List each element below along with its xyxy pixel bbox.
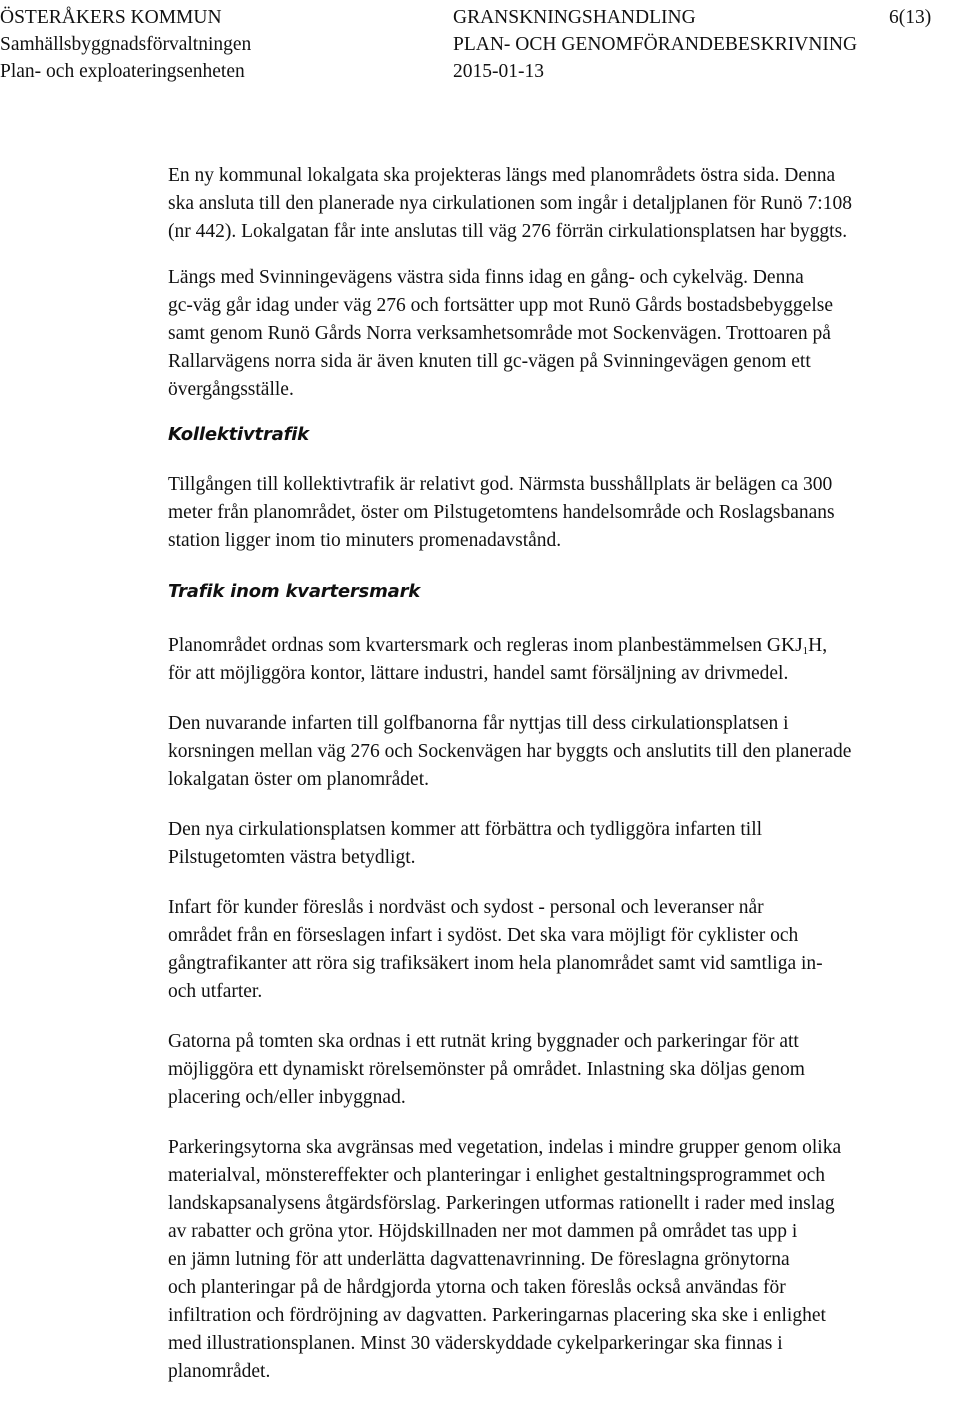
header-right <box>889 4 931 31</box>
section-heading-public-transport: Kollektivtrafik <box>168 424 309 445</box>
unit-name: Plan- och exploateringsenheten <box>0 61 245 82</box>
header-left <box>0 4 251 85</box>
text-line: korsningen mellan väg 276 och Sockenvägen har byggts och anslutits till den planerade <box>168 741 852 762</box>
department-name: Samhällsbyggnadsförvaltningen <box>0 34 252 55</box>
text-line: Den nya cirkulationsplatsen kommer att förbättra och tydliggöra infarten till <box>168 819 763 840</box>
text-line: Infart för kunder föreslås i nordväst och sydost - personal och leveranser når <box>168 897 764 918</box>
document-type: PLAN- OCH GENOMFÖRANDEBESKRIVNING <box>453 34 858 55</box>
section-heading-traffic: Trafik inom kvartersmark <box>168 581 421 602</box>
text-line: Parkeringsytorna ska avgränsas med vegetation, indelas i mindre grupper genom olika <box>168 1137 842 1158</box>
text-fragment: H, <box>808 635 828 656</box>
text-line: och utfarter. <box>168 981 263 1002</box>
document-status: GRANSKNINGSHANDLING <box>453 7 696 28</box>
text-line: lokalgatan öster om planområdet. <box>168 769 430 790</box>
text-line: med illustrationsplanen. Minst 30 väderskyddade cykelparkeringar ska finnas i <box>168 1333 783 1354</box>
text-line: möjliggöra ett dynamiskt rörelsemönster på området. Inlastning ska döljas genom <box>168 1059 805 1080</box>
document-date: 2015-01-13 <box>453 61 544 82</box>
text-line: av rabatter och gröna ytor. Höjdskillnaden ner mot dammen på området tas upp i <box>168 1221 798 1242</box>
paragraph-roundabout <box>168 816 960 872</box>
text-line: samt genom Runö Gårds Norra verksamhetsområde mot Sockenvägen. Trottoaren på <box>168 323 831 344</box>
text-line: infiltration och fördröjning av dagvatten. Parkeringarnas placering ska ske i enlighet <box>168 1305 826 1326</box>
text-fragment: Planområdet ordnas som kvartersmark och regleras inom planbestämmelsen GKJ <box>168 635 803 656</box>
page-number: 6(13) <box>889 7 932 28</box>
text-line <box>168 632 960 660</box>
paragraph-golf-entrance <box>168 710 960 794</box>
text-line: Längs med Svinningevägens västra sida finns idag en gång- och cykelväg. Denna <box>168 267 804 288</box>
text-line: En ny kommunal lokalgata ska projekteras längs med planområdets östra sida. Denna <box>168 165 836 186</box>
paragraph-parking <box>168 1134 960 1386</box>
municipality-name: ÖSTERÅKERS KOMMUN <box>0 7 222 28</box>
text-line: landskapsanalysens åtgärdsförslag. Parkeringen utformas rationellt i rader med inslag <box>168 1193 835 1214</box>
text-line: Pilstugetomten västra betydligt. <box>168 847 416 868</box>
paragraph-cycle-path <box>168 264 960 404</box>
paragraph-street-grid <box>168 1028 960 1112</box>
text-line: station ligger inom tio minuters promenadavstånd. <box>168 530 562 551</box>
text-line: övergångsställe. <box>168 379 294 400</box>
text-line: en jämn lutning för att underlätta dagvattenavrinning. De föreslagna grönytorna <box>168 1249 790 1270</box>
text-line: och planteringar på de hårdgjorda ytorna och taken föreslås också användas för <box>168 1277 786 1298</box>
text-line: gc-väg går idag under väg 276 och fortsätter upp mot Runö Gårds bostadsbebyggelse <box>168 295 833 316</box>
paragraph-entrances <box>168 894 960 1006</box>
header-middle <box>453 4 857 85</box>
text-line: för att möjliggöra kontor, lättare industri, handel samt försäljning av drivmedel. <box>168 663 789 684</box>
paragraph-zoning <box>168 632 960 688</box>
paragraph-local-street <box>168 162 960 246</box>
paragraph-public-transport <box>168 471 960 555</box>
document-body <box>168 162 960 1386</box>
text-line: Gatorna på tomten ska ordnas i ett rutnät kring byggnader och parkeringar för att <box>168 1031 799 1052</box>
text-line: området från en förseslagen infart i sydöst. Det ska vara möjligt för cyklister och <box>168 925 799 946</box>
text-line: planområdet. <box>168 1361 271 1382</box>
text-line: (nr 442). Lokalgatan får inte anslutas till väg 276 förrän cirkulationsplatsen har byggts. <box>168 221 848 242</box>
text-line: gångtrafikanter att röra sig trafiksäkert inom hela planområdet samt vid samtliga in- <box>168 953 823 974</box>
subscript: 1 <box>802 645 809 657</box>
text-line: Tillgången till kollektivtrafik är relativt god. Närmsta busshållplats är belägen ca 300 <box>168 474 833 495</box>
text-line: placering och/eller inbyggnad. <box>168 1087 406 1108</box>
text-line: Rallarvägens norra sida är även knuten till gc-vägen på Svinningevägen genom ett <box>168 351 811 372</box>
text-line: meter från planområdet, öster om Pilstugetomtens handelsområde och Roslagsbanans <box>168 502 835 523</box>
text-line: Den nuvarande infarten till golfbanorna får nyttjas till dess cirkulationsplatsen i <box>168 713 789 734</box>
text-line: materialval, mönstereffekter och planteringar i enlighet gestaltningsprogrammet och <box>168 1165 825 1186</box>
text-line: ska ansluta till den planerade nya cirkulationen som ingår i detaljplanen för Runö 7:108 <box>168 193 852 214</box>
